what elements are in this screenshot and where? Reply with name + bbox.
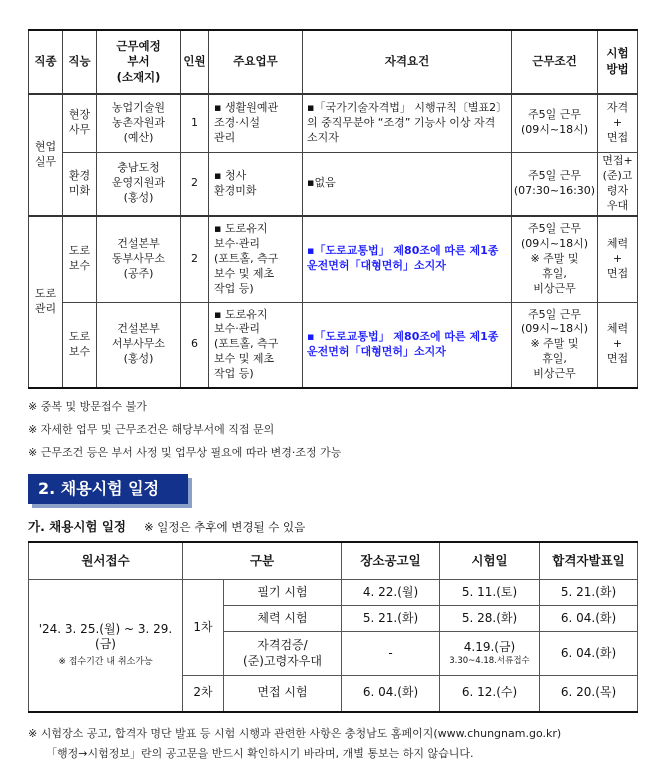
header-application: 원서접수 [29,542,183,580]
header-result-date: 합격자발표일 [540,542,638,580]
notice-date: - [342,632,440,676]
conditions-cell: 주5일 근무 (09시~18시) ※ 주말 및 휴일, 비상근무 [512,216,598,302]
count-cell: 2 [181,152,209,216]
header-duty: 주요업무 [209,30,303,94]
notice-date: 5. 21.(화) [342,606,440,632]
exam-type: 체력 시험 [224,606,342,632]
exam-date-note: 3.30~4.18.서류접수 [449,655,530,666]
exam-date-cell [440,632,540,676]
result-date: 6. 04.(화) [540,606,638,632]
department-cell: 건설본부 동부사무소 (공주) [97,216,181,302]
exam-type: 필기 시험 [224,580,342,606]
notice-date: 6. 04.(화) [342,676,440,712]
round-label: 1차 [183,580,224,676]
category-cell: 도로 관리 [29,216,63,388]
header-count: 인원 [181,30,209,94]
duty-cell: ▪ 청사 환경미화 [209,152,303,216]
function-cell: 현장 사무 [63,94,97,152]
duty-cell: ▪ 도로유지 보수·관리 (포트홀, 측구 보수 및 제초 작업 등) [209,302,303,388]
function-cell: 도로 보수 [63,216,97,302]
method-cell: 체력 + 면접 [598,302,638,388]
application-period: '24. 3. 25.(월) ~ 3. 29.(금) [38,621,173,652]
header-department: 근무예정 부서 (소재지) [97,30,181,94]
exam-date: 5. 11.(토) [440,580,540,606]
application-note: ※ 접수기간 내 취소가능 [58,657,153,667]
table-row [29,302,638,388]
result-date: 6. 04.(화) [540,632,638,676]
conditions-cell: 주5일 근무 (09시~18시) [512,94,598,152]
count-cell: 6 [181,302,209,388]
note-line: ※ 중복 및 방문접수 불가 [28,400,147,413]
department-cell: 충남도청 운영지원과 (홍성) [97,152,181,216]
qualification-cell: ▪「국가기술자격법」 시행규칙〔별표2〕의 중직무분야 “조경” 기능사 이상 자격 소지자 [303,94,512,152]
section-title: 2. 채용시험 일정 [28,474,188,504]
table-row [29,580,638,606]
conditions-cell: 주5일 근무 (09시~18시) ※ 주말 및 휴일, 비상근무 [512,302,598,388]
header-type: 구분 [183,542,342,580]
result-date: 6. 20.(목) [540,676,638,712]
header-notice-date: 장소공고일 [342,542,440,580]
recruitment-table [28,29,638,389]
exam-type: 면접 시험 [224,676,342,712]
qualification-cell: ▪없음 [303,152,512,216]
function-cell: 환경 미화 [63,152,97,216]
count-cell: 2 [181,216,209,302]
table-row [29,94,638,152]
category-cell: 현업 실무 [29,94,63,216]
function-cell: 도로 보수 [63,302,97,388]
note-line: ※ 근무조건 등은 부서 사정 및 업무상 필요에 따라 변경·조정 가능 [28,446,342,459]
schedule-table [28,541,638,713]
round-label: 2차 [183,676,224,712]
note-line: ※ 자세한 업무 및 근무조건은 해당부서에 직접 문의 [28,423,275,436]
header-exam-date: 시험일 [440,542,540,580]
footer-line: ※ 시험장소 공고, 합격자 명단 발표 등 시험 시행과 관련한 사항은 충청남도 홈페이지(www.chungnam.go.kr) [28,727,562,740]
header-conditions: 근무조건 [512,30,598,94]
exam-date: 6. 12.(수) [440,676,540,712]
department-cell: 농업기술원 농촌자원과 (예산) [97,94,181,152]
result-date: 5. 21.(화) [540,580,638,606]
exam-date: 4.19.(금) [463,640,516,655]
subsection-title: 가. 채용시험 일정 [28,519,126,534]
subsection-note: ※ 일정은 추후에 변경될 수 있음 [143,520,306,534]
table-row [29,152,638,216]
conditions-cell: 주5일 근무 (07:30~16:30) [512,152,598,216]
notice-date: 4. 22.(월) [342,580,440,606]
footer-note [28,724,561,764]
duty-cell: ▪ 생활원예관 조경·시설 관리 [209,94,303,152]
header-function: 직능 [63,30,97,94]
table-row [29,216,638,302]
department-cell: 건설본부 서부사무소 (홍성) [97,302,181,388]
method-cell: 자격 + 면접 [598,94,638,152]
method-cell: 면접+ (준)고 령자 우대 [598,152,638,216]
subsection-header [28,517,305,535]
header-category: 직종 [29,30,63,94]
application-period-cell [29,580,183,712]
footer-line: 「행정→시험정보」란의 공고문을 반드시 확인하시기 바라며, 개별 통보는 하지 않습니다. [46,747,474,760]
count-cell: 1 [181,94,209,152]
duty-cell: ▪ 도로유지 보수·관리 (포트홀, 측구 보수 및 제초 작업 등) [209,216,303,302]
qualification-cell: ▪「도로교통법」 제80조에 따른 제1종 운전면허「대형면허」소지자 [303,302,512,388]
qualification-cell: ▪「도로교통법」 제80조에 따른 제1종 운전면허「대형면허」소지자 [303,216,512,302]
exam-type: 자격검증/ (준)고령자우대 [224,632,342,676]
exam-date: 5. 28.(화) [440,606,540,632]
header-qualification: 자격요건 [303,30,512,94]
method-cell: 체력 + 면접 [598,216,638,302]
header-method: 시험 방법 [598,30,638,94]
